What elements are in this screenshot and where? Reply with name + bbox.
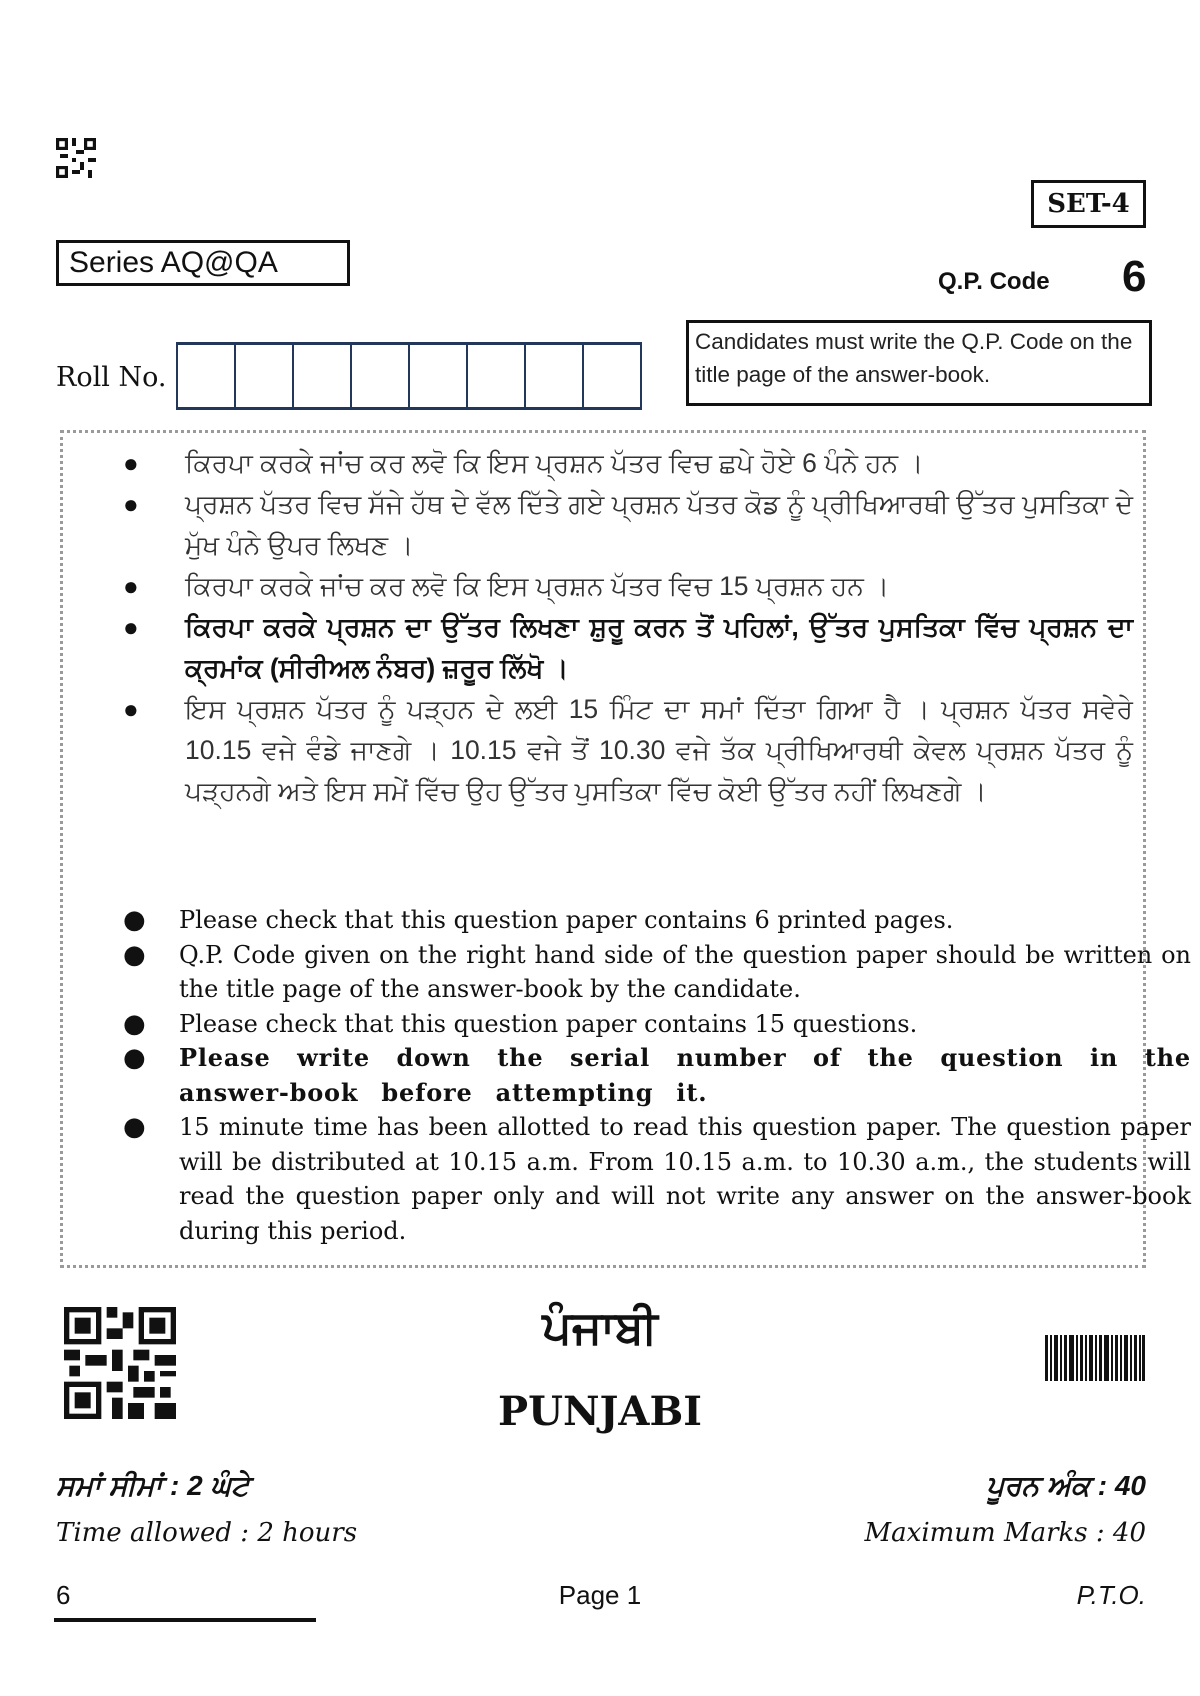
time-allowed-punjabi: ਸਮਾਂ ਸੀਮਾਂ : 2 ਘੰਟੇ [56, 1470, 250, 1501]
roll-no-cell [584, 345, 642, 407]
instruction-item: ● ਪ੍ਰਸ਼ਨ ਪੱਤਰ ਵਿਚ ਸੱਜੇ ਹੱਥ ਦੇ ਵੱਲ ਦਿੱਤੇ ਗਏ ਪ੍ਰਸ਼ਨ ਪੱਤਰ ਕੋਡ ਨੂੰ ਪ੍ਰੀਖਿਆਰਥੀ ਉੱਤਰ ਪੁਸਤਿਕਾ ਦੇ ਮੁੱਖ ਪੰਨੇ ਉਪਰ ਲਿਖਣ । [117, 484, 1133, 566]
subject-title-english: PUNJABI [497, 1388, 702, 1435]
roll-no-cell [526, 345, 584, 407]
footer-rule [54, 1618, 316, 1622]
bullet-icon: ● [123, 571, 139, 601]
bullet-icon: ● [123, 1008, 146, 1039]
barcode-icon [1045, 1335, 1145, 1381]
bullet-icon: ● [123, 489, 139, 519]
roll-no-cell [352, 345, 410, 407]
bullet-icon: ● [123, 1043, 147, 1073]
bullet-icon: ● [123, 612, 139, 642]
candidate-note: Candidates must write the Q.P. Code on the title page of the answer-book. [686, 320, 1152, 406]
instructions-english [117, 903, 1191, 1248]
bullet-icon: ● [123, 939, 146, 970]
roll-no-label: Roll No. [56, 362, 167, 393]
instructions-punjabi [117, 443, 1133, 812]
instruction-item: ● Please write down the serial number of the question in the answer-book before attempting it. [123, 1043, 1191, 1107]
roll-no-boxes [176, 342, 642, 410]
qp-code-value: 6 [1122, 252, 1147, 301]
footer-code: 6 [56, 1580, 71, 1610]
roll-no-cell [294, 345, 352, 407]
instructions-box [60, 430, 1191, 1268]
maximum-marks-punjabi: ਪੂਰਨ ਅੰਕ : 40 [986, 1470, 1146, 1501]
roll-no-cell [236, 345, 294, 407]
qr-code-small-icon [56, 138, 96, 178]
qp-code-label: Q.P. Code [938, 268, 1050, 295]
roll-no-cell [178, 345, 236, 407]
instruction-item: ● Please check that this question paper contains 15 questions. [117, 1007, 1191, 1042]
pto-label: P.T.O. [1076, 1580, 1146, 1610]
series-label: Series AQ@QA [56, 240, 350, 286]
page-number: Page 1 [558, 1580, 642, 1610]
time-allowed-english: Time allowed : 2 hours [56, 1518, 358, 1548]
bullet-icon: ● [123, 694, 139, 724]
maximum-marks-english: Maximum Marks : 40 [864, 1518, 1146, 1548]
instruction-item: ● ਇਸ ਪ੍ਰਸ਼ਨ ਪੱਤਰ ਨੂੰ ਪੜ੍ਹਨ ਦੇ ਲਈ 15 ਮਿੰਟ ਦਾ ਸਮਾਂ ਦਿੱਤਾ ਗਿਆ ਹੈ । ਪ੍ਰਸ਼ਨ ਪੱਤਰ ਸਵੇਰੇ 10.15 ਵਜੇ ਵੰਡੇ ਜਾਣਗੇ । 10.15 ਵਜੇ ਤੋਂ 10.30 ਵਜੇ ਤੱਕ ਪ੍ਰੀਖਿਆਰਥੀ ਕੇਵਲ ਪ੍ਰਸ਼ਨ ਪੱਤਰ ਨੂੰ ਪੜ੍ਹਨਗੇ ਅਤੇ ਇਸ ਸਮੇਂ ਵਿੱਚ ਉਹ ਉੱਤਰ ਪੁਸਤਿਕਾ ਵਿੱਚ ਕੋਈ ਉੱਤਰ ਨਹੀਂ ਲਿਖਣਗੇ । [117, 689, 1133, 812]
set-label: SET-4 [1031, 180, 1146, 228]
bullet-icon: ● [123, 1112, 146, 1142]
instruction-item: ● Q.P. Code given on the right hand side of the question paper should be written on the title page of the answer-book by the candidate. [123, 939, 1191, 1003]
bullet-icon: ● [123, 448, 139, 478]
roll-no-cell [468, 345, 526, 407]
instruction-item: ● ਕਿਰਪਾ ਕਰਕੇ ਪ੍ਰਸ਼ਨ ਦਾ ਉੱਤਰ ਲਿਖਣਾ ਸ਼ੁਰੂ ਕਰਨ ਤੋਂ ਪਹਿਲਾਂ, ਉੱਤਰ ਪੁਸਤਿਕਾ ਵਿੱਚ ਪ੍ਰਸ਼ਨ ਦਾ ਕ੍ਰਮਾਂਕ (ਸੀਰੀਅਲ ਨੰਬਰ) ਜ਼ਰੂਰ ਲਿੱਖੋ । [117, 607, 1133, 689]
instruction-item: ● ਕਿਰਪਾ ਕਰਕੇ ਜਾਂਚ ਕਰ ਲਵੋ ਕਿ ਇਸ ਪ੍ਰਸ਼ਨ ਪੱਤਰ ਵਿਚ ਛਪੇ ਹੋਏ 6 ਪੰਨੇ ਹਨ । [117, 443, 1133, 484]
instruction-item: ● 15 minute time has been allotted to read this question paper. The question paper will be distributed at 10.15 a.m. From 10.15 a.m. to 10.30 a.m., the students will read the question paper only and will not write any answer on the answer-book during this period. [123, 1112, 1191, 1245]
instruction-item: ● ਕਿਰਪਾ ਕਰਕੇ ਜਾਂਚ ਕਰ ਲਵੋ ਕਿ ਇਸ ਪ੍ਰਸ਼ਨ ਪੱਤਰ ਵਿਚ 15 ਪ੍ਰਸ਼ਨ ਹਨ । [117, 566, 1133, 607]
bullet-icon: ● [123, 905, 146, 935]
subject-title-punjabi: ਪੰਜਾਬੀ [542, 1301, 658, 1353]
roll-no-cell [410, 345, 468, 407]
instruction-item: ● Please check that this question paper contains 6 printed pages. [117, 903, 1191, 938]
